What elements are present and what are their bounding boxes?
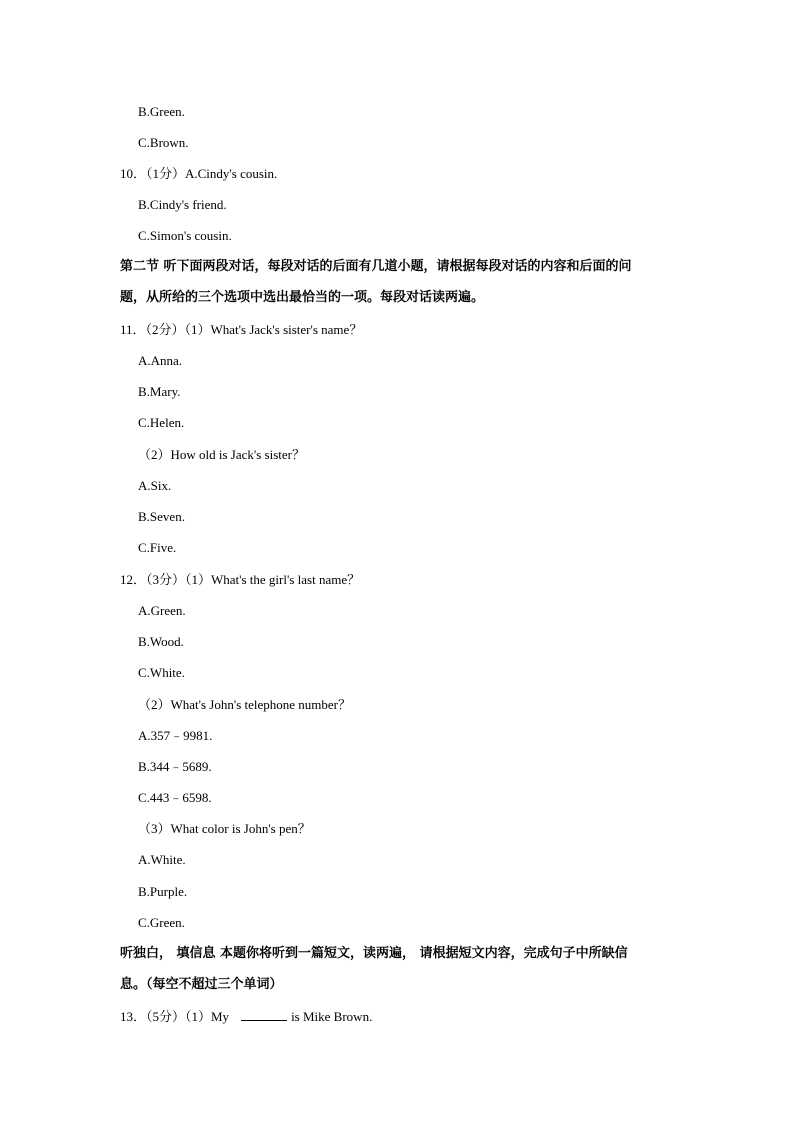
q12-1-option-c: C.White. [138, 665, 185, 680]
q12-subquestion-3: （3）What color is John's pen？ [138, 821, 311, 836]
option-b-green: B.Green. [138, 104, 185, 119]
q12-3-option-c: C.Green. [138, 915, 185, 930]
q11-1-option-a: A.Anna. [138, 353, 183, 368]
q12-1-option-b: B.Wood. [138, 634, 184, 649]
section-3-instructions-line-2: 息。（每空不超过三个单词） [120, 977, 283, 992]
q12-2-option-a: A.357﹣9981. [138, 728, 213, 743]
q11-1-option-b: B.Mary. [138, 384, 181, 399]
q11-2-option-b: B.Seven. [138, 509, 185, 524]
question-13 [120, 1008, 372, 1026]
q11-subquestion-2: （2）How old is Jack's sister？ [138, 447, 306, 462]
q12-2-option-b: B.344﹣5689. [138, 759, 212, 774]
q13-prefix: 13．（5分）（1）My [120, 1009, 230, 1024]
option-c-brown: C.Brown. [138, 135, 189, 150]
q12-subquestion-2: （2）What's John's telephone number？ [138, 697, 352, 712]
option-c-simons-cousin: C.Simon's cousin. [138, 228, 232, 243]
q12-3-option-a: A.White. [138, 852, 186, 867]
section-3-instructions-line-1: 听独白， 填信息 本题你将听到一篇短文，读两遍， 请根据短文内容，完成句子中所缺信 [120, 946, 628, 961]
q12-1-option-a: A.Green. [138, 603, 186, 618]
q13-suffix: is Mike Brown. [291, 1009, 373, 1024]
q11-2-option-a: A.Six. [138, 478, 172, 493]
section-2-instructions-line-1: 第二节 听下面两段对话，每段对话的后面有几道小题，请根据每段对话的内容和后面的问 [120, 259, 632, 274]
fill-in-blank[interactable] [241, 1008, 287, 1021]
q11-1-option-c: C.Helen. [138, 415, 185, 430]
question-10: 10．（1分）A.Cindy's cousin. [120, 166, 278, 181]
question-11: 11．（2分）（1）What's Jack's sister's name？ [120, 322, 363, 337]
section-2-instructions-line-2: 题，从所给的三个选项中选出最恰当的一项。每段对话读两遍。 [120, 290, 485, 305]
option-b-cindys-friend: B.Cindy's friend. [138, 197, 227, 212]
q12-2-option-c: C.443﹣6598. [138, 790, 212, 805]
q12-3-option-b: B.Purple. [138, 884, 188, 899]
question-12: 12．（3分）（1）What's the girl's last name？ [120, 572, 361, 587]
q11-2-option-c: C.Five. [138, 540, 177, 555]
